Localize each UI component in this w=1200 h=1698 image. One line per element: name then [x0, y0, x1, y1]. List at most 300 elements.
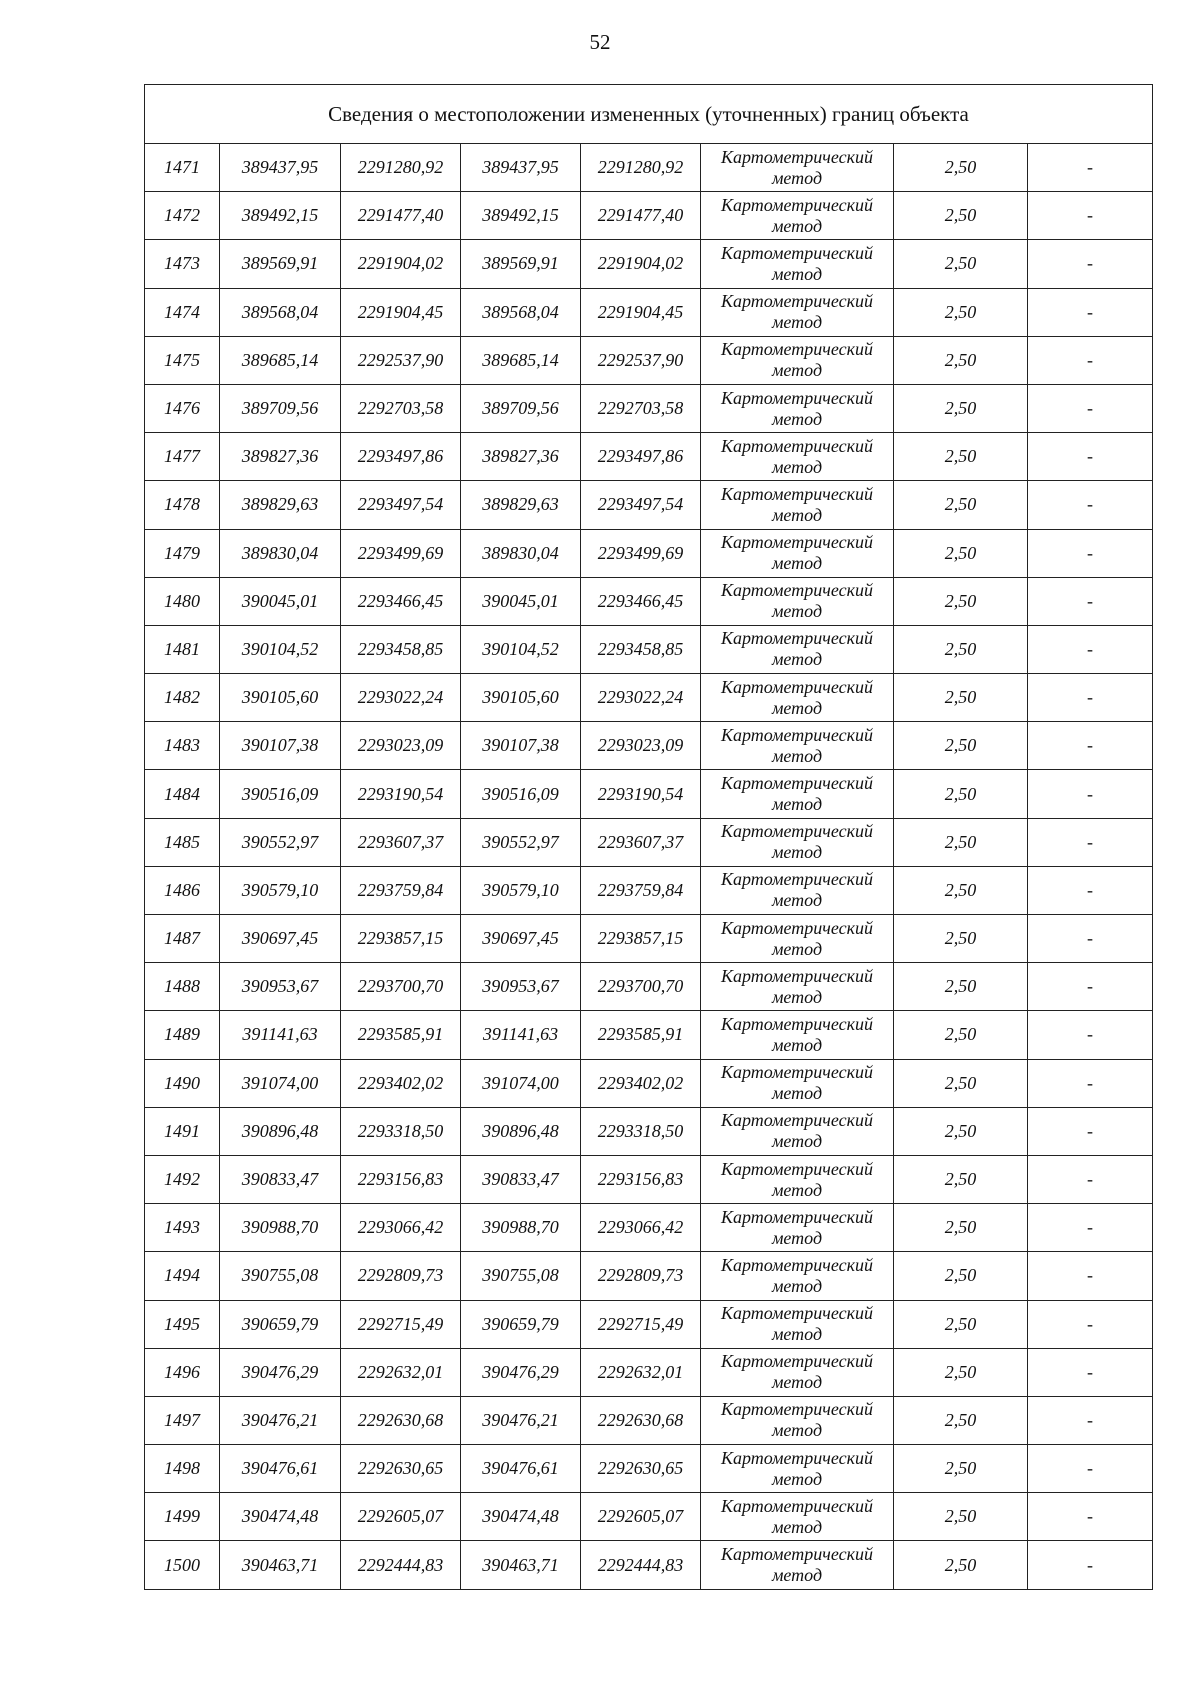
refined-x-cell: 390552,97	[461, 818, 581, 866]
table-row	[145, 1011, 1153, 1059]
existing-x-cell: 390045,01	[220, 577, 341, 625]
refined-x-cell: 391141,63	[461, 1011, 581, 1059]
point-number-cell: 1499	[145, 1493, 220, 1541]
method-line-1: Картометрический	[720, 1447, 873, 1468]
accuracy-cell: 2,50	[894, 1155, 1028, 1203]
method-line-1: Картометрический	[720, 773, 873, 794]
refined-x-cell: 389827,36	[461, 433, 581, 481]
method-line-2: метод	[771, 1468, 823, 1489]
note-cell: -	[1028, 1493, 1153, 1541]
method-cell	[701, 1493, 894, 1541]
existing-x-cell: 390988,70	[220, 1204, 341, 1252]
note-cell: -	[1028, 577, 1153, 625]
point-number-cell: 1473	[145, 240, 220, 288]
accuracy-cell: 2,50	[894, 1445, 1028, 1493]
table-row	[145, 433, 1153, 481]
refined-y-cell: 2293759,84	[581, 866, 701, 914]
method-cell	[701, 1396, 894, 1444]
method-line-2: метод	[771, 1275, 823, 1296]
method-line-1: Картометрический	[720, 194, 873, 215]
existing-y-cell: 2293700,70	[341, 963, 461, 1011]
refined-x-cell: 390104,52	[461, 625, 581, 673]
existing-y-cell: 2292715,49	[341, 1300, 461, 1348]
table-row	[145, 1059, 1153, 1107]
table-row	[145, 915, 1153, 963]
refined-y-cell: 2293466,45	[581, 577, 701, 625]
note-cell: -	[1028, 1252, 1153, 1300]
method-line-2: метод	[771, 890, 823, 911]
refined-x-cell: 389569,91	[461, 240, 581, 288]
note-cell: -	[1028, 288, 1153, 336]
refined-y-cell: 2292703,58	[581, 384, 701, 432]
existing-y-cell: 2293497,86	[341, 433, 461, 481]
accuracy-cell: 2,50	[894, 1011, 1028, 1059]
table-row	[145, 1541, 1153, 1589]
method-line-1: Картометрический	[720, 1254, 873, 1275]
method-line-2: метод	[771, 408, 823, 429]
refined-y-cell: 2293857,15	[581, 915, 701, 963]
refined-x-cell: 390579,10	[461, 866, 581, 914]
note-cell: -	[1028, 240, 1153, 288]
note-cell: -	[1028, 433, 1153, 481]
note-cell: -	[1028, 915, 1153, 963]
note-cell: -	[1028, 818, 1153, 866]
point-number-cell: 1472	[145, 192, 220, 240]
boundary-coordinates-table	[144, 84, 1153, 1590]
existing-y-cell: 2293458,85	[341, 625, 461, 673]
method-line-1: Картометрический	[720, 1062, 873, 1083]
method-line-1: Картометрический	[720, 1206, 873, 1227]
refined-y-cell: 2293022,24	[581, 674, 701, 722]
note-cell: -	[1028, 1300, 1153, 1348]
existing-y-cell: 2293156,83	[341, 1155, 461, 1203]
method-line-1: Картометрический	[720, 1351, 873, 1372]
existing-x-cell: 390833,47	[220, 1155, 341, 1203]
method-line-1: Картометрический	[720, 1544, 873, 1565]
point-number-cell: 1481	[145, 625, 220, 673]
note-cell: -	[1028, 1541, 1153, 1589]
method-line-1: Картометрический	[720, 1303, 873, 1324]
table-row	[145, 192, 1153, 240]
method-line-2: метод	[771, 601, 823, 622]
method-line-2: метод	[771, 1083, 823, 1104]
existing-y-cell: 2291904,45	[341, 288, 461, 336]
note-cell: -	[1028, 1155, 1153, 1203]
accuracy-cell: 2,50	[894, 1493, 1028, 1541]
table-row	[145, 529, 1153, 577]
accuracy-cell: 2,50	[894, 529, 1028, 577]
refined-y-cell: 2293190,54	[581, 770, 701, 818]
method-cell	[701, 1107, 894, 1155]
method-line-1: Картометрический	[720, 676, 873, 697]
table-row	[145, 288, 1153, 336]
table-row	[145, 240, 1153, 288]
method-line-1: Картометрический	[720, 339, 873, 360]
accuracy-cell: 2,50	[894, 240, 1028, 288]
method-line-2: метод	[771, 456, 823, 477]
existing-x-cell: 390105,60	[220, 674, 341, 722]
refined-x-cell: 390953,67	[461, 963, 581, 1011]
method-cell	[701, 1204, 894, 1252]
point-number-cell: 1474	[145, 288, 220, 336]
page-number: 52	[589, 30, 611, 54]
point-number-cell: 1484	[145, 770, 220, 818]
method-cell	[701, 722, 894, 770]
method-line-2: метод	[771, 167, 823, 188]
method-cell	[701, 529, 894, 577]
accuracy-cell: 2,50	[894, 1204, 1028, 1252]
accuracy-cell: 2,50	[894, 481, 1028, 529]
refined-x-cell: 390697,45	[461, 915, 581, 963]
method-cell	[701, 288, 894, 336]
method-line-2: метод	[771, 360, 823, 381]
existing-x-cell: 390474,48	[220, 1493, 341, 1541]
point-number-cell: 1498	[145, 1445, 220, 1493]
point-number-cell: 1487	[145, 915, 220, 963]
point-number-cell: 1480	[145, 577, 220, 625]
accuracy-cell: 2,50	[894, 963, 1028, 1011]
refined-y-cell: 2293458,85	[581, 625, 701, 673]
existing-y-cell: 2292632,01	[341, 1348, 461, 1396]
accuracy-cell: 2,50	[894, 1541, 1028, 1589]
refined-x-cell: 390988,70	[461, 1204, 581, 1252]
accuracy-cell: 2,50	[894, 818, 1028, 866]
existing-y-cell: 2292703,58	[341, 384, 461, 432]
existing-y-cell: 2293022,24	[341, 674, 461, 722]
method-cell	[701, 336, 894, 384]
method-line-1: Картометрический	[720, 387, 873, 408]
existing-y-cell: 2293497,54	[341, 481, 461, 529]
note-cell: -	[1028, 722, 1153, 770]
refined-x-cell: 389830,04	[461, 529, 581, 577]
refined-y-cell: 2292630,68	[581, 1396, 701, 1444]
table-row	[145, 1252, 1153, 1300]
accuracy-cell: 2,50	[894, 577, 1028, 625]
accuracy-cell: 2,50	[894, 915, 1028, 963]
method-line-2: метод	[771, 553, 823, 574]
refined-y-cell: 2292630,65	[581, 1445, 701, 1493]
refined-x-cell: 391074,00	[461, 1059, 581, 1107]
accuracy-cell: 2,50	[894, 1300, 1028, 1348]
method-line-2: метод	[771, 986, 823, 1007]
method-line-2: метод	[771, 938, 823, 959]
note-cell: -	[1028, 144, 1153, 192]
existing-y-cell: 2292630,68	[341, 1396, 461, 1444]
existing-x-cell: 389568,04	[220, 288, 341, 336]
table-row	[145, 1396, 1153, 1444]
table-row	[145, 770, 1153, 818]
method-line-1: Картометрический	[720, 1110, 873, 1131]
method-line-1: Картометрический	[720, 628, 873, 649]
note-cell: -	[1028, 529, 1153, 577]
method-cell	[701, 625, 894, 673]
point-number-cell: 1496	[145, 1348, 220, 1396]
refined-y-cell: 2292537,90	[581, 336, 701, 384]
refined-x-cell: 390896,48	[461, 1107, 581, 1155]
existing-x-cell: 390104,52	[220, 625, 341, 673]
method-cell	[701, 770, 894, 818]
note-cell: -	[1028, 384, 1153, 432]
method-line-1: Картометрический	[720, 1495, 873, 1516]
method-line-1: Картометрический	[720, 869, 873, 890]
method-line-1: Картометрический	[720, 724, 873, 745]
point-number-cell: 1494	[145, 1252, 220, 1300]
existing-y-cell: 2293023,09	[341, 722, 461, 770]
method-line-2: метод	[771, 263, 823, 284]
existing-y-cell: 2292630,65	[341, 1445, 461, 1493]
note-cell: -	[1028, 1059, 1153, 1107]
point-number-cell: 1497	[145, 1396, 220, 1444]
table-row	[145, 577, 1153, 625]
note-cell: -	[1028, 674, 1153, 722]
method-cell	[701, 866, 894, 914]
method-cell	[701, 144, 894, 192]
method-line-2: метод	[771, 649, 823, 670]
note-cell: -	[1028, 1396, 1153, 1444]
refined-x-cell: 390476,21	[461, 1396, 581, 1444]
refined-y-cell: 2293402,02	[581, 1059, 701, 1107]
table-row	[145, 1204, 1153, 1252]
method-line-2: метод	[771, 745, 823, 766]
note-cell: -	[1028, 1204, 1153, 1252]
accuracy-cell: 2,50	[894, 1396, 1028, 1444]
point-number-cell: 1489	[145, 1011, 220, 1059]
table-title: Сведения о местоположении измененных (уточненных) границ объекта	[145, 85, 1153, 144]
method-line-2: метод	[771, 794, 823, 815]
refined-y-cell: 2293497,54	[581, 481, 701, 529]
refined-y-cell: 2292605,07	[581, 1493, 701, 1541]
point-number-cell: 1483	[145, 722, 220, 770]
refined-x-cell: 390755,08	[461, 1252, 581, 1300]
refined-y-cell: 2291904,45	[581, 288, 701, 336]
method-cell	[701, 963, 894, 1011]
note-cell: -	[1028, 1011, 1153, 1059]
refined-y-cell: 2293497,86	[581, 433, 701, 481]
method-cell	[701, 915, 894, 963]
refined-x-cell: 390474,48	[461, 1493, 581, 1541]
method-line-2: метод	[771, 1420, 823, 1441]
existing-x-cell: 389685,14	[220, 336, 341, 384]
refined-x-cell: 389829,63	[461, 481, 581, 529]
point-number-cell: 1476	[145, 384, 220, 432]
refined-x-cell: 390476,29	[461, 1348, 581, 1396]
existing-x-cell: 390516,09	[220, 770, 341, 818]
table-row	[145, 481, 1153, 529]
method-cell	[701, 818, 894, 866]
accuracy-cell: 2,50	[894, 144, 1028, 192]
refined-x-cell: 389709,56	[461, 384, 581, 432]
method-line-2: метод	[771, 1034, 823, 1055]
existing-x-cell: 390476,21	[220, 1396, 341, 1444]
existing-y-cell: 2291904,02	[341, 240, 461, 288]
table-title-row	[145, 85, 1153, 144]
method-line-2: метод	[771, 1179, 823, 1200]
method-cell	[701, 1011, 894, 1059]
note-cell: -	[1028, 192, 1153, 240]
method-line-2: метод	[771, 215, 823, 236]
table-row	[145, 144, 1153, 192]
method-line-1: Картометрический	[720, 1399, 873, 1420]
existing-x-cell: 389829,63	[220, 481, 341, 529]
existing-y-cell: 2292605,07	[341, 1493, 461, 1541]
table-row	[145, 625, 1153, 673]
existing-x-cell: 389492,15	[220, 192, 341, 240]
method-line-2: метод	[771, 1565, 823, 1586]
table-row	[145, 866, 1153, 914]
point-number-cell: 1490	[145, 1059, 220, 1107]
method-line-2: метод	[771, 504, 823, 525]
accuracy-cell: 2,50	[894, 192, 1028, 240]
existing-x-cell: 390579,10	[220, 866, 341, 914]
point-number-cell: 1477	[145, 433, 220, 481]
table-row	[145, 1107, 1153, 1155]
refined-x-cell: 389492,15	[461, 192, 581, 240]
refined-y-cell: 2293156,83	[581, 1155, 701, 1203]
refined-y-cell: 2291280,92	[581, 144, 701, 192]
existing-y-cell: 2293585,91	[341, 1011, 461, 1059]
method-line-2: метод	[771, 312, 823, 333]
method-line-2: метод	[771, 1131, 823, 1152]
table-row	[145, 674, 1153, 722]
point-number-cell: 1478	[145, 481, 220, 529]
existing-y-cell: 2293190,54	[341, 770, 461, 818]
existing-x-cell: 389437,95	[220, 144, 341, 192]
note-cell: -	[1028, 770, 1153, 818]
refined-y-cell: 2291477,40	[581, 192, 701, 240]
existing-x-cell: 391074,00	[220, 1059, 341, 1107]
method-line-1: Картометрический	[720, 1013, 873, 1034]
accuracy-cell: 2,50	[894, 770, 1028, 818]
point-number-cell: 1500	[145, 1541, 220, 1589]
method-line-1: Картометрический	[720, 580, 873, 601]
refined-x-cell: 390659,79	[461, 1300, 581, 1348]
method-line-1: Картометрический	[720, 242, 873, 263]
point-number-cell: 1495	[145, 1300, 220, 1348]
existing-x-cell: 390953,67	[220, 963, 341, 1011]
accuracy-cell: 2,50	[894, 625, 1028, 673]
table-row	[145, 1300, 1153, 1348]
refined-x-cell: 389437,95	[461, 144, 581, 192]
existing-x-cell: 390755,08	[220, 1252, 341, 1300]
refined-y-cell: 2291904,02	[581, 240, 701, 288]
point-number-cell: 1493	[145, 1204, 220, 1252]
refined-y-cell: 2292809,73	[581, 1252, 701, 1300]
refined-y-cell: 2293700,70	[581, 963, 701, 1011]
table-row	[145, 336, 1153, 384]
method-cell	[701, 1059, 894, 1107]
method-line-1: Картометрический	[720, 1158, 873, 1179]
point-number-cell: 1482	[145, 674, 220, 722]
accuracy-cell: 2,50	[894, 288, 1028, 336]
method-cell	[701, 481, 894, 529]
method-cell	[701, 1155, 894, 1203]
method-cell	[701, 240, 894, 288]
existing-x-cell: 390463,71	[220, 1541, 341, 1589]
existing-y-cell: 2293857,15	[341, 915, 461, 963]
refined-x-cell: 389685,14	[461, 336, 581, 384]
existing-y-cell: 2292809,73	[341, 1252, 461, 1300]
refined-x-cell: 390107,38	[461, 722, 581, 770]
accuracy-cell: 2,50	[894, 1107, 1028, 1155]
existing-y-cell: 2293318,50	[341, 1107, 461, 1155]
existing-x-cell: 390659,79	[220, 1300, 341, 1348]
method-line-2: метод	[771, 1227, 823, 1248]
accuracy-cell: 2,50	[894, 1252, 1028, 1300]
method-line-2: метод	[771, 697, 823, 718]
note-cell: -	[1028, 963, 1153, 1011]
table-row	[145, 1348, 1153, 1396]
point-number-cell: 1471	[145, 144, 220, 192]
existing-y-cell: 2293499,69	[341, 529, 461, 577]
point-number-cell: 1475	[145, 336, 220, 384]
refined-y-cell: 2293023,09	[581, 722, 701, 770]
accuracy-cell: 2,50	[894, 433, 1028, 481]
existing-x-cell: 390697,45	[220, 915, 341, 963]
note-cell: -	[1028, 481, 1153, 529]
method-line-1: Картометрический	[720, 483, 873, 504]
accuracy-cell: 2,50	[894, 384, 1028, 432]
existing-x-cell: 389827,36	[220, 433, 341, 481]
refined-y-cell: 2292632,01	[581, 1348, 701, 1396]
existing-x-cell: 390476,61	[220, 1445, 341, 1493]
note-cell: -	[1028, 1445, 1153, 1493]
method-line-2: метод	[771, 1372, 823, 1393]
method-cell	[701, 1300, 894, 1348]
note-cell: -	[1028, 1107, 1153, 1155]
refined-y-cell: 2293607,37	[581, 818, 701, 866]
point-number-cell: 1486	[145, 866, 220, 914]
existing-y-cell: 2293066,42	[341, 1204, 461, 1252]
table-row	[145, 963, 1153, 1011]
method-cell	[701, 1252, 894, 1300]
existing-y-cell: 2293607,37	[341, 818, 461, 866]
method-line-1: Картометрический	[720, 435, 873, 456]
point-number-cell: 1492	[145, 1155, 220, 1203]
table-row	[145, 384, 1153, 432]
existing-x-cell: 391141,63	[220, 1011, 341, 1059]
existing-x-cell: 390552,97	[220, 818, 341, 866]
existing-y-cell: 2292537,90	[341, 336, 461, 384]
refined-x-cell: 390105,60	[461, 674, 581, 722]
point-number-cell: 1488	[145, 963, 220, 1011]
point-number-cell: 1479	[145, 529, 220, 577]
method-line-2: метод	[771, 1516, 823, 1537]
refined-y-cell: 2292444,83	[581, 1541, 701, 1589]
table-row	[145, 1445, 1153, 1493]
accuracy-cell: 2,50	[894, 674, 1028, 722]
existing-x-cell: 390107,38	[220, 722, 341, 770]
refined-x-cell: 390463,71	[461, 1541, 581, 1589]
refined-y-cell: 2292715,49	[581, 1300, 701, 1348]
method-line-1: Картометрический	[720, 917, 873, 938]
table-row	[145, 1493, 1153, 1541]
existing-x-cell: 390476,29	[220, 1348, 341, 1396]
method-cell	[701, 577, 894, 625]
method-cell	[701, 1541, 894, 1589]
note-cell: -	[1028, 1348, 1153, 1396]
refined-y-cell: 2293499,69	[581, 529, 701, 577]
existing-x-cell: 390896,48	[220, 1107, 341, 1155]
table-row	[145, 1155, 1153, 1203]
note-cell: -	[1028, 866, 1153, 914]
method-line-1: Картометрический	[720, 532, 873, 553]
table-body	[145, 144, 1153, 1590]
point-number-cell: 1491	[145, 1107, 220, 1155]
refined-x-cell: 389568,04	[461, 288, 581, 336]
method-line-1: Картометрический	[720, 821, 873, 842]
accuracy-cell: 2,50	[894, 866, 1028, 914]
table-row	[145, 722, 1153, 770]
